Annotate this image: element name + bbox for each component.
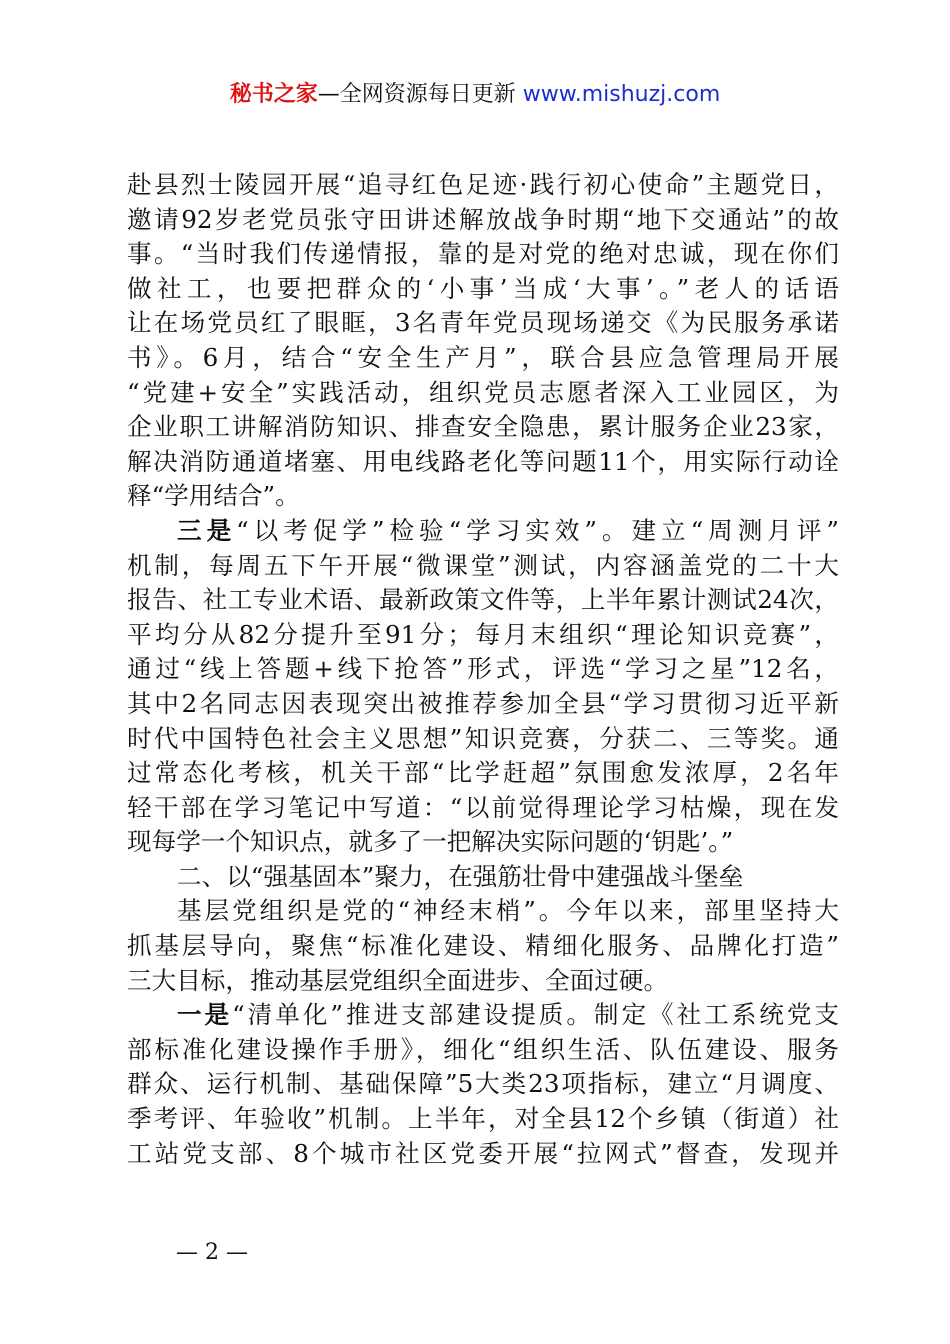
paragraph-lead: 一是 (177, 1000, 233, 1030)
body-line: 机制，每周五下午开展“微课堂”测试，内容涵盖党的二十大 (127, 550, 839, 580)
body-line: 解决消防通道堵塞、用电线路老化等问题11个，用实际行动诠 (127, 446, 839, 476)
body-line: 基层党组织是党的“神经末梢”。今年以来，部里坚持大 (177, 896, 839, 926)
body-line: 通过“线上答题+线下抢答”形式，评选“学习之星”12名， (127, 654, 839, 684)
body-line: 三大目标，推动基层党组织全面进步、全面过硬。 (127, 965, 669, 995)
site-url: www.mishuzj.com (522, 82, 721, 107)
body-line: 时代中国特色社会主义思想”知识竞赛，分获二、三等奖。通 (127, 723, 839, 753)
body-line: 季考评、年验收”机制。上半年，对全县12个乡镇（街道）社 (127, 1104, 839, 1134)
paragraph-three-first-line (127, 514, 839, 549)
body-line: 事。“当时我们传递情报，靠的是对党的绝对忠诚，现在你们 (127, 239, 839, 269)
page-number: — 2 — (176, 1240, 248, 1265)
paragraph-five-first-line (127, 998, 839, 1033)
body-line: 赴县烈士陵园开展“追寻红色足迹·践行初心使命”主题党日， (127, 170, 839, 199)
body-line: 轻干部在学习笔记中写道：“以前觉得理论学习枯燥，现在发 (127, 792, 839, 822)
paragraph-text: “以考促学”检验“学习实效”。建立“周测月评” (236, 515, 839, 545)
body-line: 书》。6月，结合“安全生产月”，联合县应急管理局开展 (127, 342, 839, 372)
body-line: 企业职工讲解消防知识、排查安全隐患，累计服务企业23家， (127, 412, 839, 442)
body-line: 让在场党员红了眼眶，3名青年党员现场递交《为民服务承诺 (127, 308, 839, 338)
site-brand: 秘书之家 (229, 82, 318, 107)
body-line: 报告、社工专业术语、最新政策文件等，上半年累计测试24次， (127, 585, 839, 615)
body-line: 群众、运行机制、基础保障”5大类23项指标，建立“月调度、 (127, 1069, 839, 1099)
body-line: 平均分从82分提升至91分；每月末组织“理论知识竞赛”， (127, 619, 839, 649)
body-line: “党建+安全”实践活动，组织党员志愿者深入工业园区，为 (127, 377, 839, 407)
body-line: 过常态化考核，机关干部“比学赶超”氛围愈发浓厚，2名年 (127, 758, 839, 788)
body-line: 其中2名同志因表现突出被推荐参加全县“学习贯彻习近平新 (127, 688, 839, 718)
document-body (127, 168, 839, 1171)
body-line: 邀请92岁老党员张守田讲述解放战争时期“地下交通站”的故 (127, 204, 839, 234)
body-line: 工站党支部、8个城市社区党委开展“拉网式”督查，发现并 (127, 1138, 839, 1168)
paragraph-lead: 三是 (177, 515, 237, 545)
body-line: 释“学用结合”。 (127, 481, 300, 511)
body-line: 抓基层导向，聚焦“标准化建设、精细化服务、品牌化打造” (127, 931, 839, 961)
body-line: 现每学一个知识点，就多了一把解决实际问题的‘钥匙’。” (127, 827, 734, 857)
body-line: 做社工，也要把群众的‘小事’当成‘大事’。”老人的话语 (127, 273, 839, 303)
site-tagline: —全网资源每日更新 (317, 82, 523, 107)
section-heading: 二、以“强基固本”聚力，在强筋壮骨中建强战斗堡垒 (177, 861, 744, 891)
document-header (0, 78, 950, 112)
body-line: 部标准化建设操作手册》，细化“组织生活、队伍建设、服务 (127, 1034, 839, 1064)
paragraph-text: “清单化”推进支部建设提质。制定《社工系统党支 (232, 1000, 839, 1030)
